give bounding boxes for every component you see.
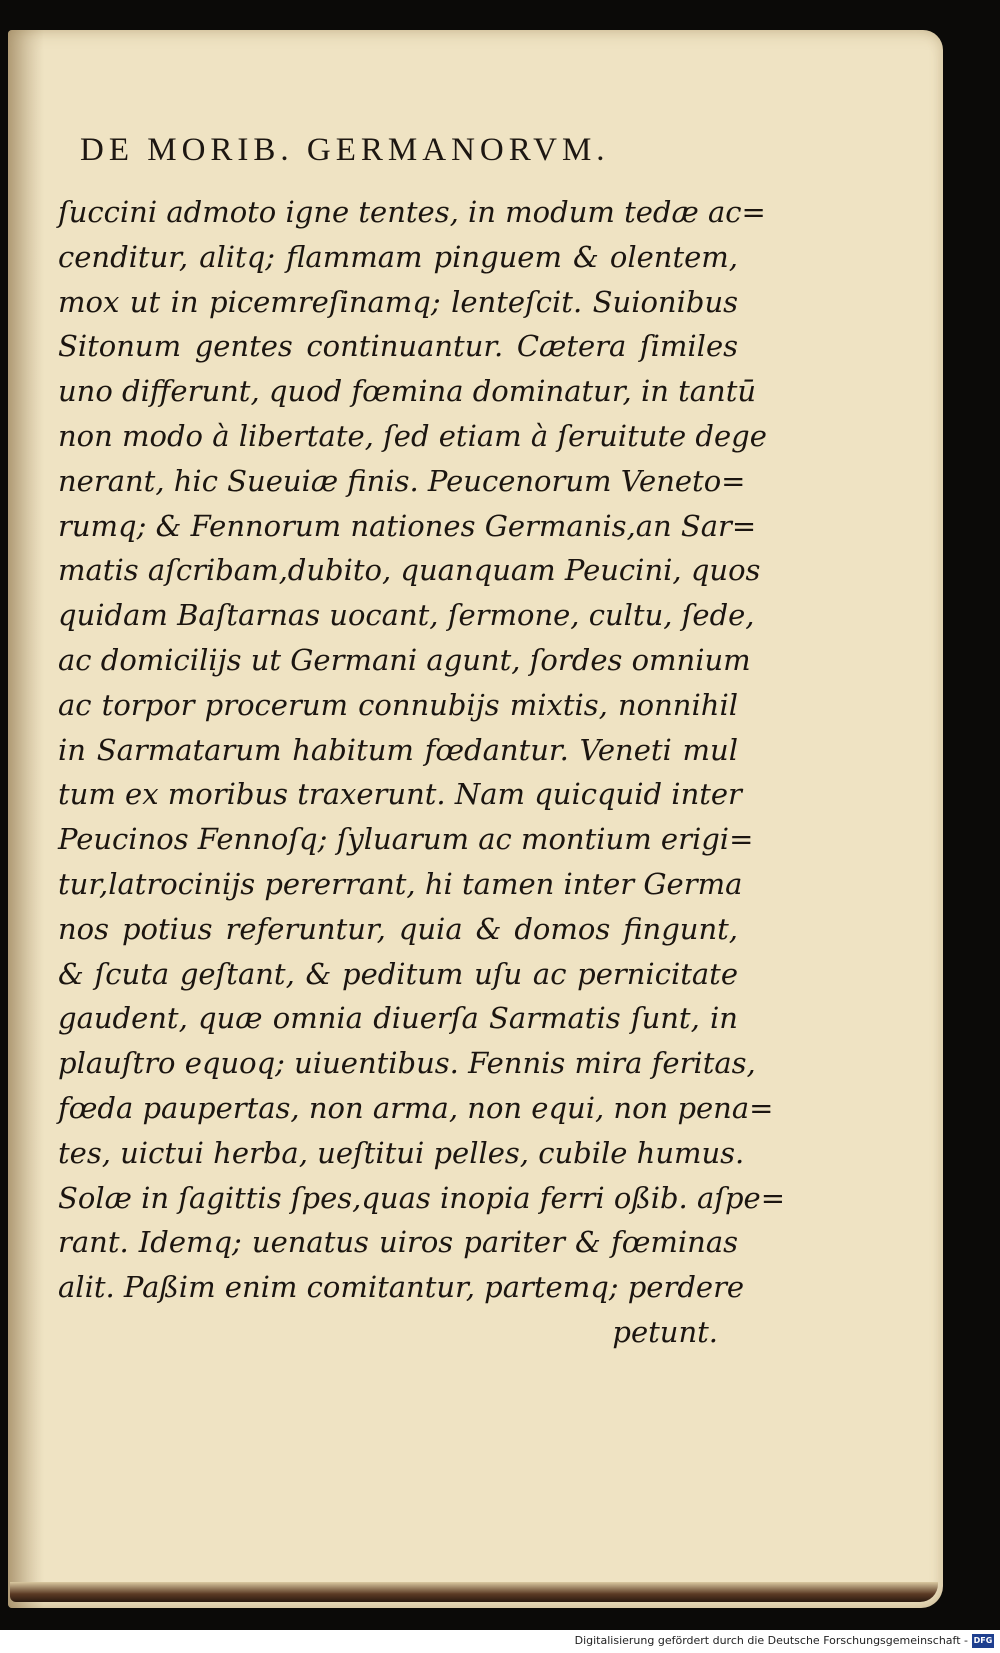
text-line: quidam Baſtarnas uocant, ſermone, cultu, ſede, (58, 598, 755, 633)
text-line: plauſtro equoq; uiuentibus. Fennis mira feritas, (58, 1046, 756, 1081)
footer-bar (0, 1630, 1000, 1653)
text-line: Solæ in ſagittis ſpes,quas inopia ferri oßib. aſpe= (58, 1180, 786, 1215)
text-line: tum ex moribus traxerunt. Nam quicquid inter (58, 777, 742, 812)
text-line: ſuccini admoto igne tentes, in modum tedæ ac= (58, 195, 766, 229)
text-line: rant. Idemq; uenatus uiros pariter & fœminas (58, 1225, 738, 1260)
gutter-shadow (8, 30, 44, 1608)
text-line: Peucinos Fennoſq; ſyluarum ac montium erigi= (58, 822, 754, 857)
text-line: & ſcuta geſtant, & peditum uſu ac pernicitate (58, 956, 738, 991)
text-line: tes, uictui herba, ueſtitui pelles, cubile humus. (58, 1135, 745, 1170)
text-line: Sitonum gentes continuantur. Cætera ſimiles (58, 329, 738, 364)
text-line: ac torpor procerum connubijs mixtis, nonnihil (58, 687, 738, 722)
text-line: mox ut in picemreſinamq; lenteſcit. Suionibus (58, 284, 738, 319)
text-line: alit. Paßim enim comitantur, partemq; perdere (58, 1270, 745, 1305)
running-head: DE MORIB. GERMANORVM. (80, 132, 610, 168)
text-line: non modo à libertate, ſed etiam à ſeruitute dege (58, 418, 767, 453)
text-line: ac domicilijs ut Germani agunt, ſordes omnium (58, 642, 751, 677)
text-line: rumq; & Fennorum nationes Germanis,an Sar= (58, 508, 757, 543)
text-line: matis aſcribam,dubito, quanquam Peucini, quos (58, 553, 761, 588)
body-text (58, 190, 786, 1355)
text-line: in Sarmatarum habitum fœdantur. Veneti mul (58, 732, 738, 767)
text-line: nerant, hic Sueuiæ finis. Peucenorum Veneto= (58, 463, 746, 498)
text-line: nos potius referuntur, quia & domos fingunt, (58, 911, 738, 946)
funding-credit: Digitalisierung gefördert durch die Deutsche Forschungsgemeinschaft - (574, 1634, 968, 1647)
text-line: cenditur, alitq; flammam pinguem & olentem, (58, 239, 738, 274)
catchword: petunt. (612, 1314, 718, 1349)
text-line: tur,latrocinijs pererrant, hi tamen inter Germa (58, 866, 743, 901)
text-line: fœda paupertas, non arma, non equi, non pena= (58, 1090, 774, 1125)
page-edge (10, 1582, 938, 1602)
dfg-logo: DFG (972, 1634, 994, 1648)
text-line: gaudent, quæ omnia diuerſa Sarmatis ſunt, in (58, 1001, 738, 1036)
text-line: uno differunt, quod fœmina dominatur, in tantū (58, 374, 757, 409)
